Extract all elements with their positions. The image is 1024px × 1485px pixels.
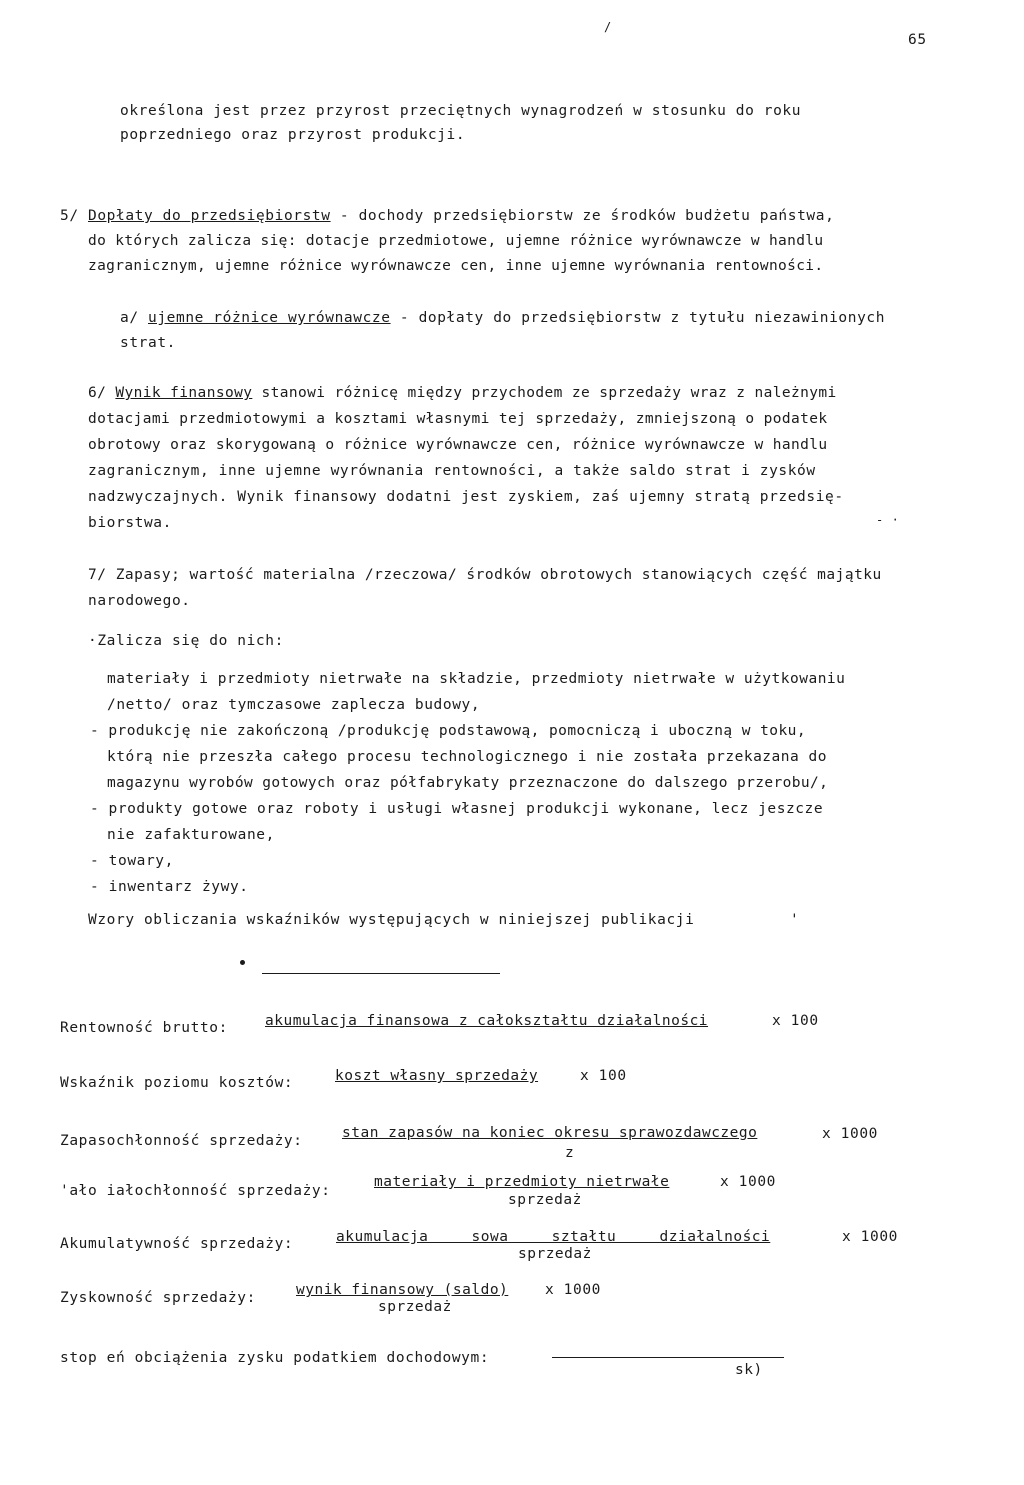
item-6-line-5: nadzwyczajnych. Wynik finansowy dodatni jest zyskiem, zaś ujemny stratą przedsię-: [88, 489, 844, 505]
item-5-definition: - dochody przedsiębiorstw ze środków budżetu państwa,: [330, 208, 835, 224]
formula-7-label: stop eń obciążenia zysku podatkiem dochodowym:: [60, 1350, 490, 1366]
formula-7-denominator: sk): [735, 1362, 763, 1378]
list-line-1: materiały i przedmioty nietrwałe na składzie, przedmioty nietrwałe w użytkowaniu: [107, 671, 846, 687]
formula-3-numerator: stan zapasów na koniec okresu sprawozdawczego: [342, 1125, 758, 1141]
formula-3-denominator: z: [565, 1145, 575, 1161]
formula-4-factor: x 1000: [720, 1174, 776, 1190]
bullet-dot: [240, 960, 245, 965]
list-line-3: - produkcję nie zakończoną /produkcję podstawową, pomocniczą i uboczną w toku,: [90, 723, 807, 739]
formulas-heading: Wzory obliczania wskaźników występujących w niniejszej publikacji: [88, 912, 695, 928]
item-5a-line-1: [120, 310, 885, 326]
formula-2-numerator: koszt własny sprzedaży: [335, 1068, 539, 1084]
item-6-line-1: [88, 385, 837, 401]
formula-1-label: Rentowność brutto:: [60, 1020, 228, 1036]
formula-3-label: Zapasochłonność sprzedaży:: [60, 1133, 303, 1149]
item-5a-definition: - dopłaty do przedsiębiorstw z tytułu niezawinionych: [390, 310, 886, 326]
item-6-term: Wynik finansowy: [115, 385, 253, 401]
item-5-line-2: do których zalicza się: dotacje przedmiotowe, ujemne różnice wyrównawcze w handlu: [88, 233, 824, 249]
list-line-9: - inwentarz żywy.: [90, 879, 249, 895]
item-5-number: 5/: [60, 208, 79, 224]
formula-6-factor: x 1000: [545, 1282, 601, 1298]
formula-6-numerator: wynik finansowy (saldo): [296, 1282, 509, 1298]
formula-2-factor: x 100: [580, 1068, 627, 1084]
item-5a-prefix: a/: [120, 310, 148, 326]
item-5a-term: ujemne różnice wyrównawcze: [148, 310, 391, 326]
list-line-7: nie zafakturowane,: [107, 827, 275, 843]
formula-7-fraction-line: [552, 1357, 784, 1358]
formula-5-denominator: sprzedaż: [518, 1246, 592, 1262]
corner-mark: /: [604, 20, 612, 34]
list-line-4: którą nie przeszła całego procesu technologicznego i nie została przekazana do: [107, 749, 827, 765]
formula-5-label: Akumulatywność sprzedaży:: [60, 1236, 294, 1252]
intro-line-2: poprzedniego oraz przyrost produkcji.: [120, 127, 466, 143]
separator-rule: [262, 973, 500, 974]
item-6-mark: - ·: [876, 513, 900, 527]
list-line-2: /netto/ oraz tymczasowe zaplecza budowy,: [107, 697, 481, 713]
item-5-line-3: zagranicznym, ujemne różnice wyrównawcze cen, inne ujemne wyrównania rentowności.: [88, 258, 824, 274]
formula-5-factor: x 1000: [842, 1229, 898, 1245]
item-5-term: Dopłaty do przedsiębiorstw: [88, 208, 331, 224]
item-7-includes: ·Zalicza się do nich:: [88, 633, 284, 649]
item-6-line-6: biorstwa.: [88, 515, 172, 531]
list-line-5: magazynu wyrobów gotowych oraz półfabrykaty przeznaczone do dalszego przerobu/,: [107, 775, 829, 791]
page-number: 65: [908, 32, 927, 48]
item-5-line-1: [60, 208, 834, 224]
formula-4-denominator: sprzedaż: [508, 1192, 582, 1208]
item-7-line-2: narodowego.: [88, 593, 191, 609]
intro-line-1: określona jest przez przyrost przeciętnych wynagrodzeń w stosunku do roku: [120, 103, 802, 119]
formula-5-numerator: akumulacja sowa ształtu działalności: [336, 1229, 771, 1245]
formula-4-label: 'ało iałochłonność sprzedaży:: [60, 1183, 331, 1199]
item-6-number: 6/: [88, 385, 116, 401]
list-line-6: - produkty gotowe oraz roboty i usługi własnej produkcji wykonane, lecz jeszcze: [90, 801, 824, 817]
item-7-line-1: 7/ Zapasy; wartość materialna /rzeczowa/ środków obrotowych stanowiących część majątku: [88, 567, 882, 583]
formulas-heading-mark: ': [790, 912, 800, 928]
formula-3-factor: x 1000: [822, 1126, 878, 1142]
formula-2-label: Wskaźnik poziomu kosztów:: [60, 1075, 294, 1091]
item-6-line-3: obrotowy oraz skorygowaną o różnice wyrównawcze cen, różnice wyrównawcze w handlu: [88, 437, 828, 453]
formula-1-factor: x 100: [772, 1013, 819, 1029]
formula-4-numerator: materiały i przedmioty nietrwałe: [374, 1174, 670, 1190]
item-6-line-4: zagranicznym, inne ujemne wyrównania rentowności, a także saldo strat i zysków: [88, 463, 816, 479]
list-line-8: - towary,: [90, 853, 174, 869]
formula-6-denominator: sprzedaż: [378, 1299, 452, 1315]
item-5a-line-2: strat.: [120, 335, 176, 351]
formula-6-label: Zyskowność sprzedaży:: [60, 1290, 256, 1306]
item-6-definition: stanowi różnicę między przychodem ze sprzedaży wraz z należnymi: [252, 385, 837, 401]
formula-1-numerator: akumulacja finansowa z całokształtu działalności: [265, 1013, 709, 1029]
item-6-line-2: dotacjami przedmiotowymi a kosztami własnymi tej sprzedaży, zmniejszoną o podatek: [88, 411, 828, 427]
